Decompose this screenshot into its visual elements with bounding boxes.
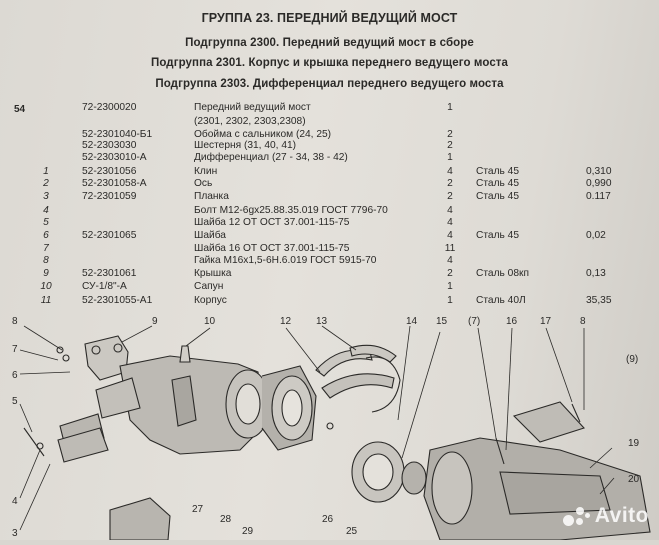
parts-row xyxy=(0,281,659,293)
part-name: Крышка xyxy=(194,268,232,279)
callout-29: 29 xyxy=(242,526,254,537)
part-name: Шайба 12 ОТ ОСТ 37.001-115-75 xyxy=(194,217,350,228)
material: Сталь 45 xyxy=(476,166,519,177)
mass: 0,13 xyxy=(586,268,606,279)
parts-row xyxy=(0,140,659,152)
callout-13: 13 xyxy=(316,316,328,327)
position-number: 2 xyxy=(43,178,49,189)
parts-row xyxy=(0,191,659,203)
parts-row xyxy=(0,102,659,114)
quantity: 1 xyxy=(447,152,453,163)
position-number: 11 xyxy=(40,295,52,306)
mass: 0,990 xyxy=(586,178,612,189)
parts-row xyxy=(0,217,659,229)
material: Сталь 08кп xyxy=(476,268,529,279)
callout-20: 20 xyxy=(628,474,640,485)
quantity: 4 xyxy=(447,205,453,216)
callout-26: 26 xyxy=(322,514,334,525)
part-number: 52-2301065 xyxy=(82,230,137,241)
callout-7: 7 xyxy=(12,344,18,355)
parts-row xyxy=(0,152,659,164)
part-name: Ось xyxy=(194,178,213,189)
quantity: 2 xyxy=(447,178,453,189)
quantity: 2 xyxy=(447,140,453,151)
quantity: 4 xyxy=(447,217,453,228)
part-name: Клин xyxy=(194,166,218,177)
part-name: Корпус xyxy=(194,295,227,306)
quantity: 2 xyxy=(447,129,453,140)
avito-watermark xyxy=(563,504,649,528)
part-number: 52-2301058-А xyxy=(82,178,147,189)
page-number: 54 xyxy=(14,104,26,115)
callout-5: 5 xyxy=(12,396,18,407)
avito-logo-icon xyxy=(563,505,591,527)
part-name: Планка xyxy=(194,191,229,202)
part-name: (2301, 2302, 2303,2308) xyxy=(194,116,306,127)
part-name: Шайба 16 ОТ ОСТ 37.001-115-75 xyxy=(194,243,350,254)
part-number: СУ-1/8"-А xyxy=(82,281,127,292)
mass: 35,35 xyxy=(586,295,612,306)
quantity: 11 xyxy=(444,243,456,254)
watermark-text: Avito xyxy=(594,504,649,527)
callout-28: 28 xyxy=(220,514,232,525)
part-number: 52-2303010-А xyxy=(82,152,147,163)
part-name: Шайба xyxy=(194,230,226,241)
quantity: 2 xyxy=(447,268,453,279)
callout-16: 16 xyxy=(506,316,518,327)
position-number: 3 xyxy=(43,191,49,202)
quantity: 4 xyxy=(447,255,453,266)
mass: 0,02 xyxy=(586,230,606,241)
callout-6: 6 xyxy=(12,370,18,381)
position-number: 9 xyxy=(43,268,49,279)
quantity: 4 xyxy=(447,230,453,241)
parts-row xyxy=(0,116,659,128)
position-number: 8 xyxy=(43,255,49,266)
callout-10: 10 xyxy=(204,316,216,327)
mass: 0.117 xyxy=(586,191,611,202)
position-number: 6 xyxy=(43,230,49,241)
part-name: Гайка М16х1,5-6Н.6.019 ГОСТ 5915-70 xyxy=(194,255,377,266)
subgroup-2300-heading: Подгруппа 2300. Передний ведущий мост в сборе xyxy=(185,37,474,49)
parts-row xyxy=(0,166,659,178)
callout-8: 8 xyxy=(12,316,18,327)
part-number: 72-2301059 xyxy=(82,191,137,202)
quantity: 2 xyxy=(447,191,453,202)
callout-3: 3 xyxy=(12,528,18,539)
position-number: 4 xyxy=(43,205,49,216)
quantity: 1 xyxy=(447,102,453,113)
mass: 0,310 xyxy=(586,166,612,177)
callout-25: 25 xyxy=(346,526,358,537)
callout-7-ref: (7) xyxy=(468,316,481,327)
drawing-lines xyxy=(24,336,650,540)
part-name: Шестерня (31, 40, 41) xyxy=(194,140,297,151)
material: Сталь 45 xyxy=(476,230,519,241)
callout-9: 9 xyxy=(152,316,158,327)
parts-row xyxy=(0,243,659,255)
part-number: 52-2301061 xyxy=(82,268,137,279)
group-heading: ГРУППА 23. ПЕРЕДНИЙ ВЕДУЩИЙ МОСТ xyxy=(201,11,458,25)
parts-row xyxy=(0,230,659,242)
callout-12: 12 xyxy=(280,316,292,327)
callout-27: 27 xyxy=(192,504,204,515)
part-number: 52-2301056 xyxy=(82,166,137,177)
material: Сталь 40Л xyxy=(476,295,526,306)
quantity: 4 xyxy=(447,166,453,177)
parts-row xyxy=(0,268,659,280)
callout-8-right: 8 xyxy=(580,316,586,327)
callout-4: 4 xyxy=(12,496,18,507)
position-number: 1 xyxy=(43,166,49,177)
callout-19: 19 xyxy=(628,438,640,449)
position-number: 5 xyxy=(43,217,49,228)
part-name: Передний ведущий мост xyxy=(194,102,311,113)
subgroup-2301-heading: Подгруппа 2301. Корпус и крышка переднего ведущего моста xyxy=(150,57,509,69)
parts-row xyxy=(0,255,659,267)
part-name: Обойма с сальником (24, 25) xyxy=(194,129,332,140)
position-number: 7 xyxy=(43,243,49,254)
material: Сталь 45 xyxy=(476,191,519,202)
callout-17: 17 xyxy=(540,316,552,327)
axle-drawing xyxy=(0,300,659,540)
part-name: Дифференциал (27 - 34, 38 - 42) xyxy=(194,152,348,163)
part-number: 52-2301040-Б1 xyxy=(82,129,153,140)
callout-15: 15 xyxy=(436,316,448,327)
position-number: 10 xyxy=(40,281,52,292)
part-name: Сапун xyxy=(194,281,224,292)
quantity: 1 xyxy=(447,281,453,292)
material: Сталь 45 xyxy=(476,178,519,189)
quantity: 1 xyxy=(447,295,453,306)
parts-row xyxy=(0,205,659,217)
part-number: 72-2300020 xyxy=(82,102,137,113)
subgroup-2303-heading: Подгруппа 2303. Дифференциал переднего ведущего моста xyxy=(155,78,504,90)
part-name: Болт М12-6gх25.88.35.019 ГОСТ 7796-70 xyxy=(194,205,388,216)
parts-row xyxy=(0,178,659,190)
part-number: 52-2301055-А1 xyxy=(82,295,153,306)
part-number: 52-2303030 xyxy=(82,140,137,151)
callout-14: 14 xyxy=(406,316,418,327)
callout-9-ref: (9) xyxy=(626,354,639,365)
exploded-diagram xyxy=(0,300,659,540)
